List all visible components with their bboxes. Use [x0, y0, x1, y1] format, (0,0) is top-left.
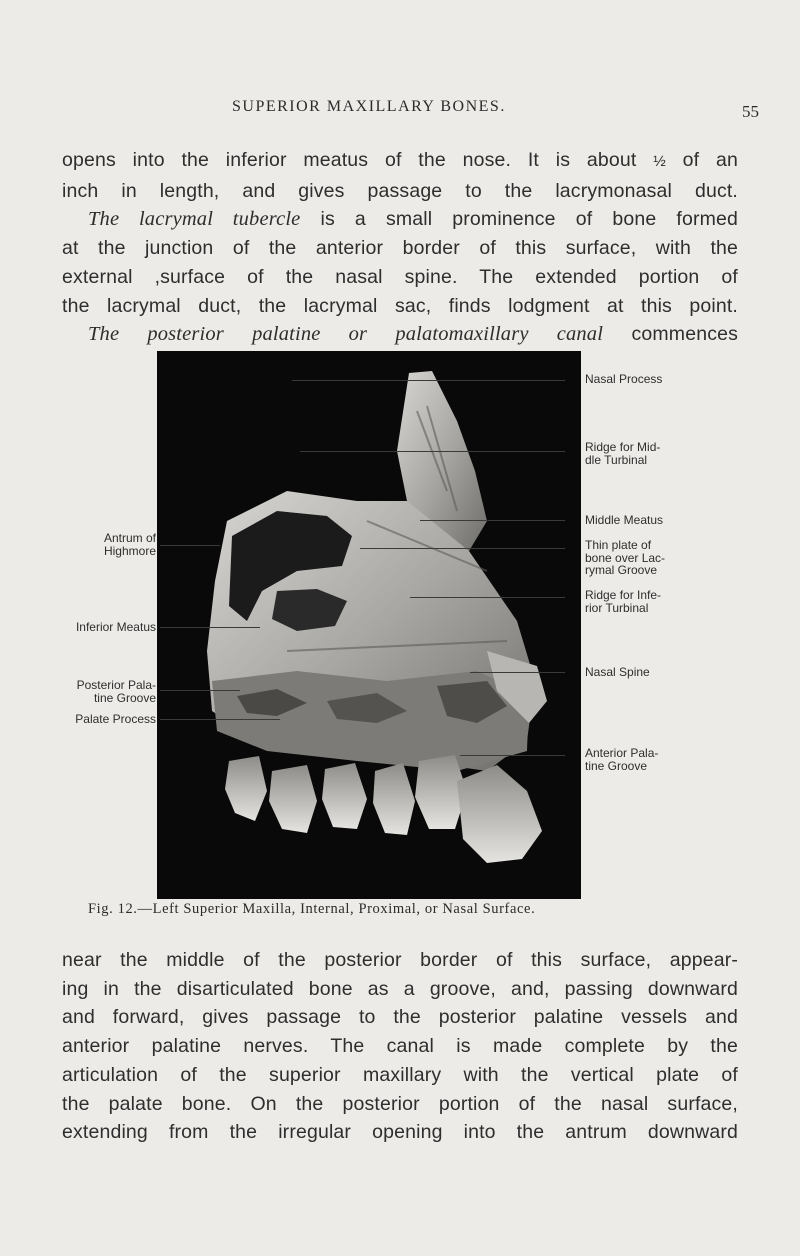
- leader-line: [420, 520, 565, 521]
- label-thin-plate: Thin plate of bone over Lac- rymal Groove: [585, 538, 666, 577]
- text-line: external ,surface of the nasal spine. The extended portion of: [62, 265, 738, 288]
- label-nasal-spine: Nasal Spine: [585, 665, 650, 679]
- paragraph-top: [62, 146, 738, 349]
- text-line: the palate bone. On the posterior portion of the nasal surface,: [62, 1092, 738, 1115]
- page-number: 55: [742, 102, 759, 121]
- maxilla-bone-illustration: [157, 351, 581, 899]
- leader-line: [160, 719, 280, 720]
- text-line: and forward, gives passage to the posterior palatine vessels and: [62, 1006, 738, 1029]
- label-inferior-meatus: Inferior Meatus: [75, 620, 156, 634]
- leader-line: [460, 755, 565, 756]
- label-ridge-inferior-turbinal: Ridge for Infe- rior Turbinal: [585, 588, 662, 615]
- text-line: extending from the irregular opening into the antrum downward: [62, 1121, 738, 1144]
- italic-term: The lacrymal tubercle: [88, 208, 301, 231]
- leader-line: [470, 672, 565, 673]
- text-line: opens into the inferior meatus of the nose. It is about ½ of an: [62, 149, 738, 171]
- text-line: The lacrymal tubercle is a small prominence of bone formed: [88, 208, 738, 231]
- label-ridge-middle-turbinal: Ridge for Mid- dle Turbinal: [585, 440, 661, 467]
- leader-line: [160, 690, 240, 691]
- label-antrum-of-highmore: Antrum of Highmore: [103, 531, 156, 558]
- fraction: ½: [653, 153, 666, 170]
- text-line: near the middle of the posterior border of this surface, appear-: [62, 949, 738, 971]
- leader-line: [360, 548, 565, 549]
- label-anterior-palatine-groove: Anterior Pala- tine Groove: [585, 746, 659, 773]
- text-line: articulation of the superior maxillary with the vertical plate of: [62, 1063, 738, 1086]
- italic-term: The posterior palatine or palatomaxillary canal: [88, 323, 604, 346]
- label-middle-meatus: Middle Meatus: [585, 513, 664, 527]
- maxilla-photo-plate: [157, 351, 581, 899]
- running-head-title: SUPERIOR MAXILLARY BONES.: [232, 98, 506, 115]
- running-header: [0, 98, 800, 122]
- text-line: anterior palatine nerves. The canal is made complete by the: [62, 1035, 738, 1058]
- text-line: The posterior palatine or palatomaxillary canal commences: [88, 323, 738, 346]
- leader-line: [410, 597, 565, 598]
- leader-line: [160, 627, 260, 628]
- label-nasal-process: Nasal Process: [585, 372, 663, 386]
- leader-line: [160, 545, 220, 546]
- text-line: at the junction of the anterior border of this surface, with the: [62, 237, 738, 260]
- paragraph-bottom: [62, 946, 738, 1147]
- text-line: inch in length, and gives passage to the lacrymonasal duct.: [62, 179, 738, 202]
- figure-caption: Fig. 12.—Left Superior Maxilla, Internal, Proximal, or Nasal Surface.: [88, 901, 536, 917]
- leader-line: [300, 451, 565, 452]
- text-line: the lacrymal duct, the lacrymal sac, finds lodgment at this point.: [62, 294, 738, 317]
- text-line: ing in the disarticulated bone as a groove, and, passing downward: [62, 977, 738, 1000]
- leader-line: [292, 380, 565, 381]
- label-palate-process: Palate Process: [75, 712, 156, 726]
- label-posterior-palatine-groove: Posterior Pala- tine Groove: [76, 678, 156, 705]
